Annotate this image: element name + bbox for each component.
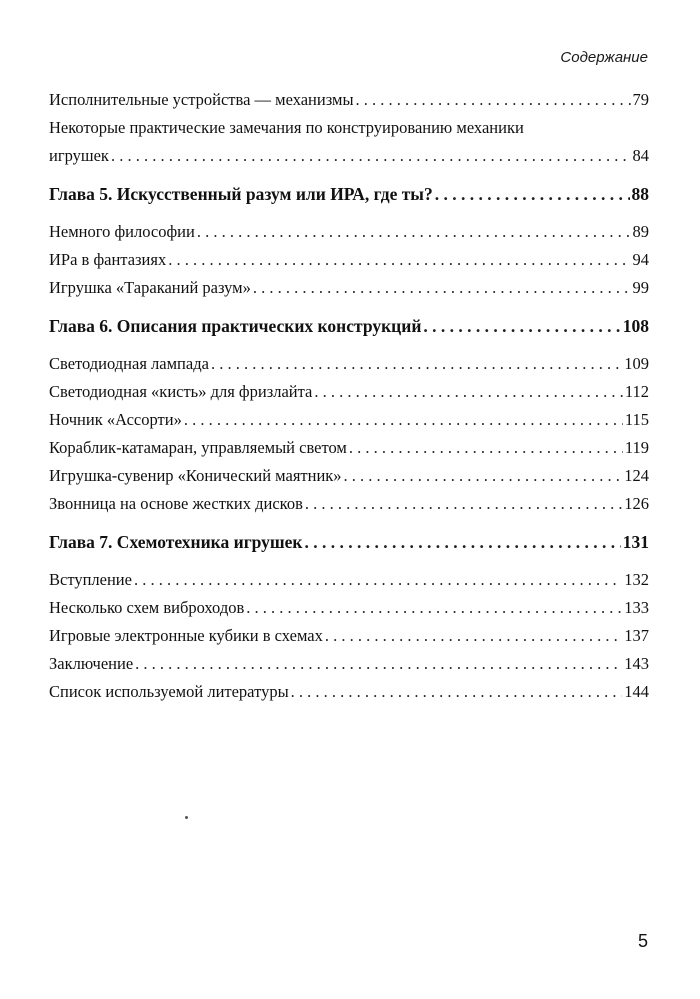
toc-entry [49,566,649,594]
dot-leader [253,274,631,302]
dot-leader [111,142,631,170]
toc-chapter-5 [49,180,649,208]
dot-leader [314,378,623,406]
toc-entry [49,462,649,490]
toc-entry [49,678,649,706]
toc-entry-line [49,142,649,170]
dot-leader [356,86,631,114]
toc-entry [49,622,649,650]
toc-entry-page: 124 [624,466,649,485]
toc-chapter-7 [49,528,649,556]
toc-entry-page: 84 [632,146,649,165]
toc-entry-page: 144 [624,682,649,701]
toc-entry-page: 137 [624,626,649,645]
dot-leader [435,180,630,208]
toc-entry-title: Вступление [49,570,132,589]
toc-entry-page: 132 [624,570,649,589]
chapter-page: 131 [622,532,649,552]
page-number: 5 [637,931,648,951]
toc-entry-page: 119 [624,438,649,457]
dot-leader [197,218,631,246]
dot-leader [349,434,623,462]
toc-entry [49,406,649,434]
running-head: Содержание [560,49,648,66]
dot-leader [135,650,622,678]
chapter-title: Глава 5. Искусственный разум или ИРА, где ты? [49,184,433,204]
dot-leader [344,462,623,490]
stray-mark [185,816,188,819]
toc-entry-page: 99 [632,278,649,297]
toc-entry-page: 109 [624,354,649,373]
toc-entry-page: 133 [624,598,649,617]
toc-entry-title: Некоторые практические замечания по конструированию механики [49,118,524,137]
toc-entry-title: Светодиодная «кисть» для фризлайта [49,382,313,401]
toc-entry-title-cont: игрушек [49,146,109,165]
dot-leader [291,678,623,706]
dot-leader [305,528,621,556]
dot-leader [423,312,620,340]
toc-entry-page: 126 [624,494,649,513]
toc-entry-page: 115 [624,410,649,429]
toc-entry-title: Кораблик-катамаран, управляемый светом [49,438,347,457]
toc-entry [49,350,649,378]
toc-entry-title: ИРа в фантазиях [49,250,167,269]
toc-entry-title: Игровые электронные кубики в схемах [49,626,323,645]
toc-entry [49,274,649,302]
chapter-page: 88 [631,184,649,204]
toc-entry-page: 89 [632,222,649,241]
toc-entry-title: Ночник «Ассорти» [49,410,182,429]
toc-entry-page: 79 [632,90,649,109]
toc-entry [49,434,649,462]
toc-entry-title: Звонница на основе жестких дисков [49,494,303,513]
toc-entry-title: Список используемой литературы [49,682,289,701]
chapter-title: Глава 6. Описания практических конструкций [49,316,422,336]
dot-leader [305,490,622,518]
toc-entry-title: Несколько схем виброходов [49,598,245,617]
toc-entry-title: Исполнительные устройства — механизмы [49,90,354,109]
dot-leader [134,566,622,594]
chapter-title: Глава 7. Схемотехника игрушек [49,532,303,552]
dot-leader [168,246,630,274]
toc-entry-title: Заключение [49,654,134,673]
toc-entry [49,114,649,170]
chapter-page: 108 [622,316,649,336]
dot-leader [184,406,623,434]
toc-entry-title: Светодиодная лампада [49,354,209,373]
toc-entry [49,594,649,622]
toc-entry [49,218,649,246]
toc-entry [49,378,649,406]
toc-entry-title: Игрушка «Тараканий разум» [49,278,251,297]
toc-entry [49,650,649,678]
toc-entry-title: Немного философии [49,222,195,241]
toc-chapter-6 [49,312,649,340]
dot-leader [325,622,622,650]
toc-entry [49,86,649,114]
toc-entry-title: Игрушка-сувенир «Конический маятник» [49,466,342,485]
toc-entry [49,490,649,518]
table-of-contents [49,86,649,706]
toc-entry-page: 143 [624,654,649,673]
dot-leader [246,594,622,622]
toc-entry-page: 112 [624,382,649,401]
toc-entry-page: 94 [632,250,649,269]
dot-leader [211,350,622,378]
toc-entry [49,246,649,274]
